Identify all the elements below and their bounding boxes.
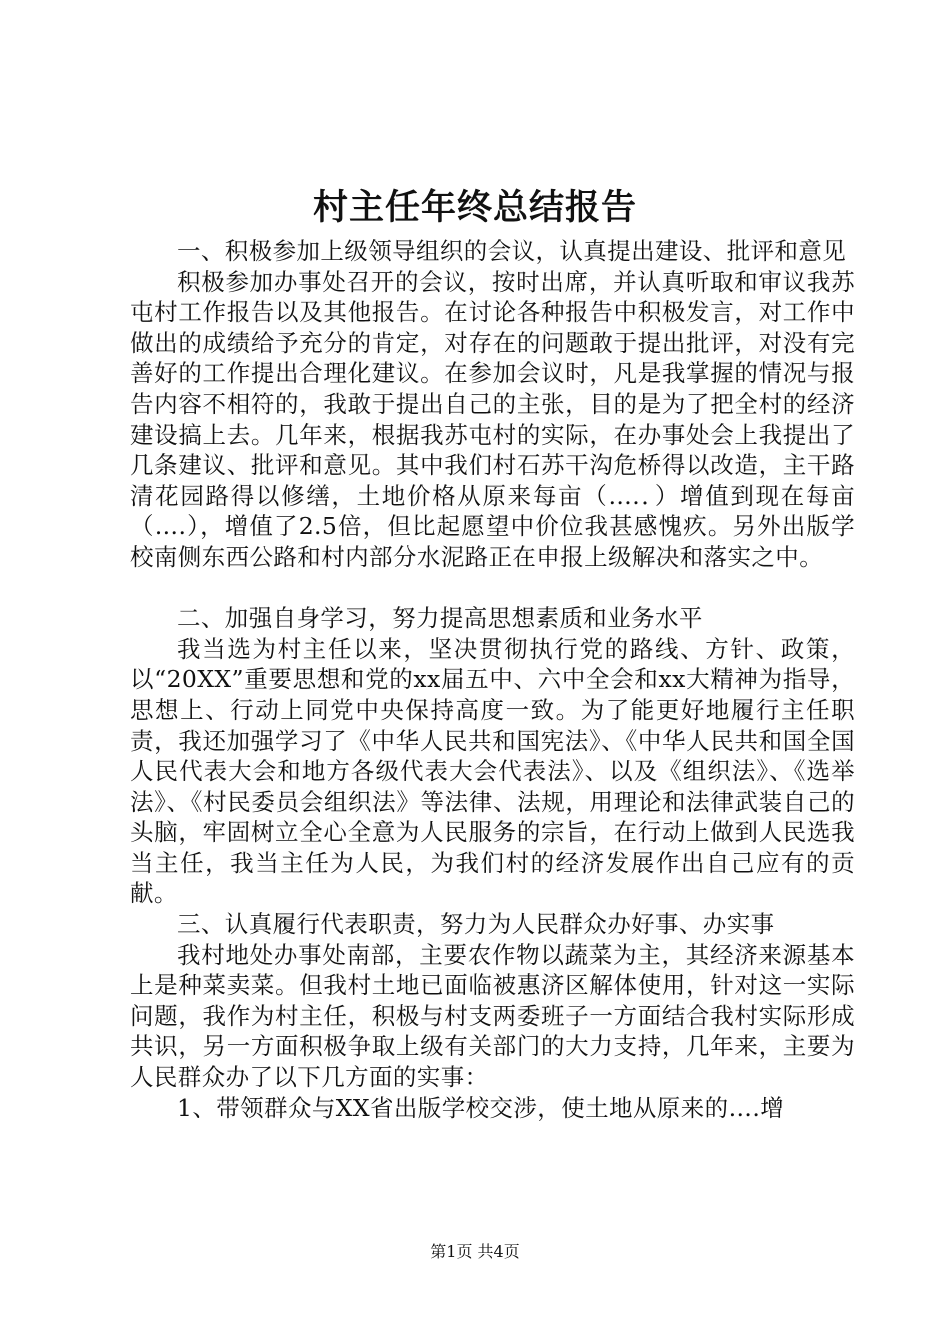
section-heading-1: 一、积极参加上级领导组织的会议，认真提出建设、批评和意见 (177, 237, 847, 265)
document-body (130, 236, 855, 1123)
list-item: 1、带领群众与XX省出版学校交涉，使土地从原来的….增 (177, 1093, 785, 1122)
page-indicator: 第1页 共4页 (430, 1242, 520, 1261)
section-heading-3: 三、认真履行代表职责，努力为人民群众办好事、办实事 (177, 910, 775, 939)
document-title: 村主任年终总结报告 (312, 187, 637, 228)
body-paragraph: 我当选为村主任以来，坚决贯彻执行党的路线、方针、政策，以“20XX”重要思想和党的xx届五中、六中全会和xx大精神为指导，思想上、行动上同党中央保持高度一致。为了能更好地履行主任职责，我还加强学习了《中华人民共和国宪法》、《中华人民共和国全国人民代表大会和地方各级代表大会代表法》、以及《组织法》、《选举法》、《村民委员会组织法》等法律、法规，用理论和法律武装自己的头脑，牢固树立全心全意为人民服务的宗旨，在行动上做到人民选我当主任，我当主任为人民，为我们村的经济发展作出自己应有的贡献。 (130, 634, 855, 908)
body-paragraph: 我村地处办事处南部，主要农作物以蔬菜为主，其经济来源基本上是种菜卖菜。但我村土地已面临被惠济区解体使用，针对这一实际问题，我作为村主任，积极与村支两委班子一方面结合我村实际形成共识，另一方面积极争取上级有关部门的大力支持，几年来，主要为人民群众办了以下几方面的实事： (130, 940, 855, 1092)
section-heading-2: 二、加强自身学习，努力提高思想素质和业务水平 (177, 604, 703, 633)
body-paragraph: 积极参加办事处召开的会议，按时出席，并认真听取和审议我苏屯村工作报告以及其他报告。在讨论各种报告中积极发言，对工作中做出的成绩给予充分的肯定，对存在的问题敢于提出批评，对没有完善好的工作提出合理化建议。在参加会议时，凡是我掌握的情况与报告内容不相符的，我敢于提出自己的主张，目的是为了把全村的经济建设搞上去。几年来，根据我苏屯村的实际，在办事处会上我提出了几条建议、批评和意见。其中我们村石苏干沟危桥得以改造，主干路清花园路得以修缮，土地价格从原来每亩（….．）增值到现在每亩（….），增值了2.5倍，但比起愿望中价位我甚感愧疚。另外出版学校南侧东西公路和村内部分水泥路正在申报上级解决和落实之中。 (130, 267, 855, 571)
